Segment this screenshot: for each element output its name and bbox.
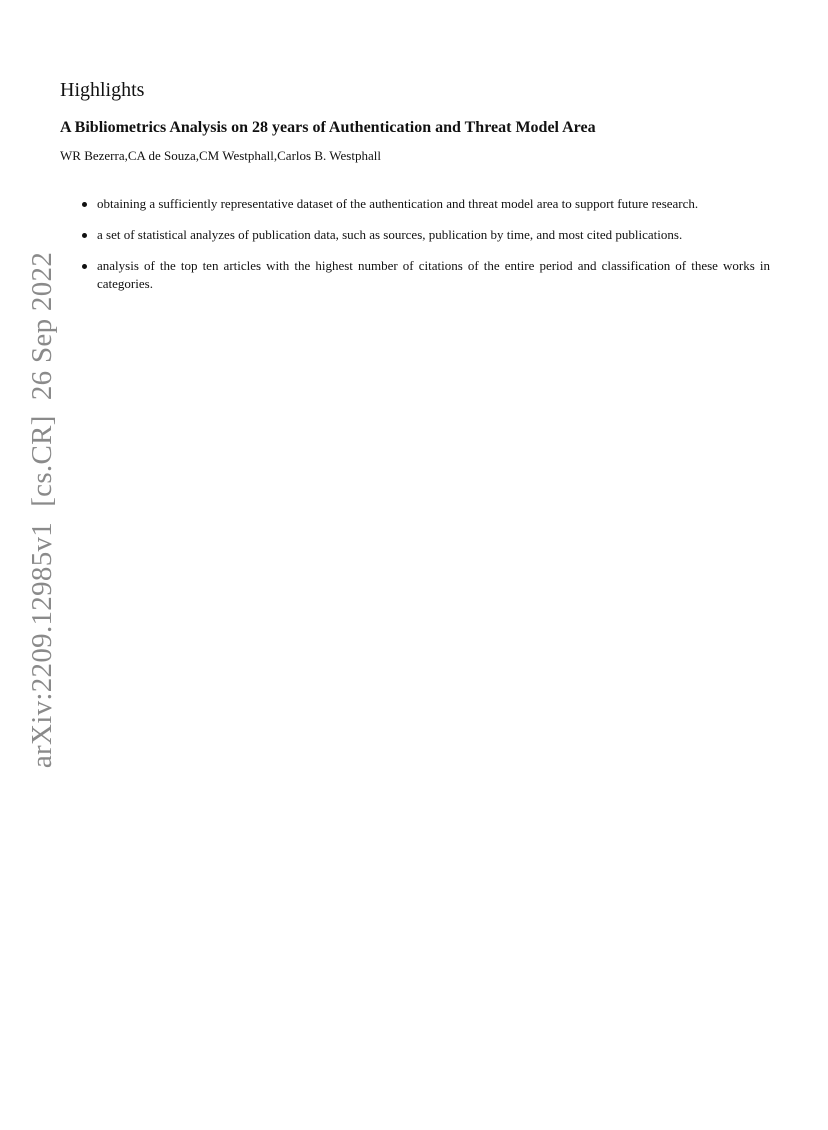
highlight-text: a set of statistical analyzes of publication data, such as sources, publication by time, and most cited publications.: [97, 227, 683, 242]
highlight-item: [82, 257, 770, 293]
highlight-item: [82, 195, 770, 213]
bullet-icon: [82, 264, 87, 269]
highlight-text: obtaining a sufficiently representative dataset of the authentication and threat model area to support future research.: [97, 196, 699, 211]
bullet-icon: [82, 202, 87, 207]
highlights-list: [82, 195, 770, 306]
author-list: WR Bezerra,CA de Souza,CM Westphall,Carlos B. Westphall: [60, 148, 381, 163]
arxiv-identifier-stamp: arXiv:2209.12985v1 [cs.CR] 26 Sep 2022: [26, 251, 58, 769]
paper-title: A Bibliometrics Analysis on 28 years of Authentication and Threat Model Area: [60, 119, 596, 136]
highlight-item: [82, 226, 770, 244]
highlights-heading: Highlights: [60, 79, 145, 101]
highlight-text: analysis of the top ten articles with the highest number of citations of the entire period and classification of these works in categories.: [97, 258, 770, 291]
bullet-icon: [82, 233, 87, 238]
